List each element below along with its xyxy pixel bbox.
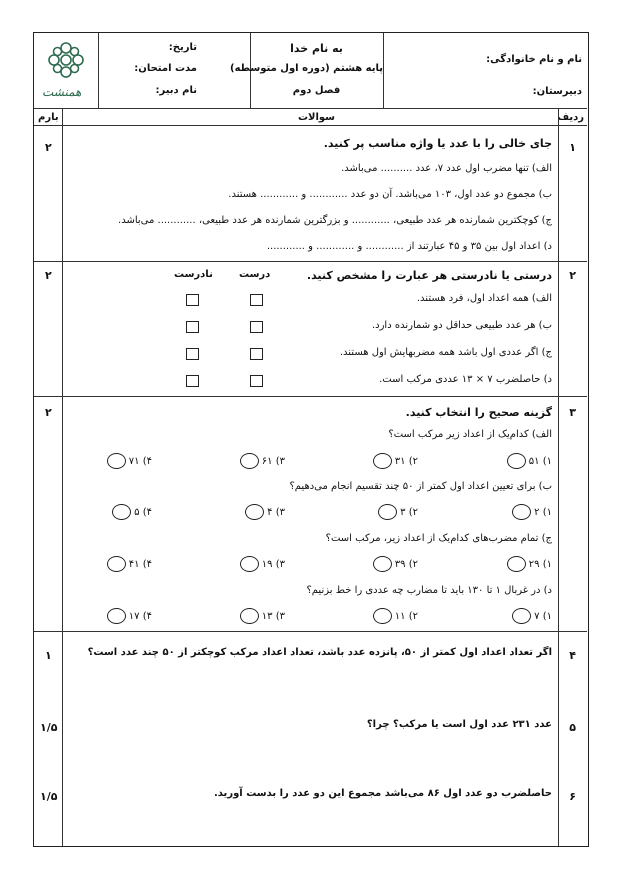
radio-circle[interactable] bbox=[378, 504, 397, 520]
q2-bottom-border bbox=[34, 396, 587, 397]
option-label: ۱) ۲۹ bbox=[528, 558, 552, 570]
q3-b-option-3[interactable] bbox=[245, 504, 285, 520]
radio-circle[interactable] bbox=[112, 504, 131, 520]
q3-c-option-1[interactable] bbox=[507, 556, 552, 572]
header-divider-logo bbox=[98, 33, 99, 108]
option-label: ۳) ۱۹ bbox=[261, 558, 285, 570]
q2-b-true-checkbox[interactable] bbox=[250, 321, 263, 333]
option-label: ۴) ۷۱ bbox=[128, 455, 152, 467]
q4-text: اگر تعداد اعداد اول کمتر از ۵۰، پانزده عدد باشد، تعداد اعداد مرکب کوچکتر از ۵۰ چند عدد است؟ bbox=[87, 647, 552, 658]
q3-a-option-2[interactable] bbox=[373, 453, 418, 469]
q3-part-c: ج) تمام مضرب‌های کدام‌یک از اعداد زیر، مرکب است؟ bbox=[325, 533, 552, 544]
q3-d-option-3[interactable] bbox=[240, 608, 285, 624]
date-label: تاریخ: bbox=[168, 42, 197, 53]
q2-item-b: ب) هر عدد طبیعی حداقل دو شمارنده دارد. bbox=[371, 320, 552, 331]
q2-false-label: نادرست bbox=[174, 269, 213, 280]
option-label: ۳) ۶۱ bbox=[261, 455, 285, 467]
q3-title: گزینه صحیح را انتخاب کنید. bbox=[405, 406, 552, 419]
q2-number: ۲ bbox=[569, 269, 576, 282]
q1-part-d: د) اعداد اول بین ۳۵ و ۴۵ عبارتند از ............ و ............ و ............ bbox=[266, 241, 552, 252]
score-column-divider bbox=[62, 108, 63, 846]
q6-number: ۶ bbox=[569, 790, 576, 803]
radio-circle[interactable] bbox=[107, 453, 126, 469]
q3-c-option-3[interactable] bbox=[240, 556, 285, 572]
exam-title: به نام خدا bbox=[290, 42, 343, 55]
option-label: ۴) ۴۱ bbox=[128, 558, 152, 570]
q2-b-false-checkbox[interactable] bbox=[186, 321, 199, 333]
q5-number: ۵ bbox=[569, 721, 576, 734]
q3-bottom-border bbox=[34, 631, 587, 632]
q2-title: درستی یا نادرستی هر عبارت را مشخص کنید. bbox=[306, 269, 552, 282]
q3-b-option-2[interactable] bbox=[378, 504, 418, 520]
option-label: ۱) ۵۱ bbox=[528, 455, 552, 467]
radio-circle[interactable] bbox=[240, 608, 259, 624]
q3-score: ۲ bbox=[45, 406, 52, 419]
option-label: ۱) ۲ bbox=[534, 506, 552, 518]
q1-score: ۲ bbox=[45, 141, 52, 154]
radio-circle[interactable] bbox=[373, 608, 392, 624]
q6-text: حاصلضرب دو عدد اول ۸۶ می‌باشد مجموع این دو عدد را بدست آورید. bbox=[213, 788, 552, 799]
q1-number: ۱ bbox=[569, 141, 576, 154]
option-label: ۳) ۱۳ bbox=[261, 610, 285, 622]
radio-circle[interactable] bbox=[373, 453, 392, 469]
q3-a-option-4[interactable] bbox=[107, 453, 152, 469]
radio-circle[interactable] bbox=[240, 556, 259, 572]
q2-item-c: ج) اگر عددی اول باشد همه مضربهایش اول هستند. bbox=[339, 347, 552, 358]
q3-d-option-1[interactable] bbox=[512, 608, 552, 624]
q3-d-option-2[interactable] bbox=[373, 608, 418, 624]
q3-c-option-4[interactable] bbox=[107, 556, 152, 572]
student-name-label: نام و نام خانوادگی: bbox=[486, 54, 582, 65]
logo-text: همنشت bbox=[42, 85, 82, 99]
q3-a-option-1[interactable] bbox=[507, 453, 552, 469]
radio-circle[interactable] bbox=[107, 608, 126, 624]
column-questions: سوالات bbox=[297, 112, 336, 123]
q2-c-false-checkbox[interactable] bbox=[186, 348, 199, 360]
q3-part-d: د) در غربال ۱ تا ۱۳۰ باید تا مضارب چه عددی را خط بزنیم؟ bbox=[306, 585, 552, 596]
radio-circle[interactable] bbox=[507, 453, 526, 469]
q4-number: ۴ bbox=[569, 649, 576, 662]
q2-a-false-checkbox[interactable] bbox=[186, 294, 199, 306]
exam-sheet bbox=[33, 32, 589, 847]
duration-label: مدت امتحان: bbox=[134, 63, 197, 74]
q5-text: عدد ۲۳۱ عدد اول است یا مرکب؟ چرا؟ bbox=[366, 719, 552, 730]
column-score: بارم bbox=[38, 112, 59, 123]
option-label: ۲) ۱۱ bbox=[394, 610, 418, 622]
header-divider-right bbox=[383, 33, 384, 108]
column-header-border bbox=[34, 125, 587, 126]
q3-part-a: الف) کدام‌یک از اعداد زیر مرکب است؟ bbox=[388, 429, 552, 440]
q1-part-a: الف) تنها مضرب اول عدد ۷، عدد .......... می‌باشد. bbox=[341, 163, 552, 174]
column-row: ردیف bbox=[557, 112, 584, 123]
radio-circle[interactable] bbox=[245, 504, 264, 520]
q3-d-option-4[interactable] bbox=[107, 608, 152, 624]
header-bottom-border bbox=[34, 108, 587, 109]
q1-part-b: ب) مجموع دو عدد اول، ۱۰۳ می‌باشد. آن دو عدد ............ و ............ هستند. bbox=[228, 189, 552, 200]
radio-circle[interactable] bbox=[512, 504, 531, 520]
option-label: ۳) ۴ bbox=[267, 506, 285, 518]
q1-title: جای خالی را با عدد یا واژه مناسب پر کنید. bbox=[323, 137, 552, 150]
q2-true-label: درست bbox=[239, 269, 271, 280]
q3-part-b: ب) برای تعیین اعداد اول کمتر از ۵۰ چند تقسیم انجام می‌دهیم؟ bbox=[289, 481, 552, 492]
q2-item-a: الف) همه اعداد اول، فرد هستند. bbox=[416, 293, 552, 304]
q3-number: ۳ bbox=[569, 406, 576, 419]
teacher-label: نام دبیر: bbox=[155, 85, 197, 96]
option-label: ۴) ۵ bbox=[134, 506, 152, 518]
option-label: ۱) ۷ bbox=[534, 610, 552, 622]
q1-bottom-border bbox=[34, 261, 587, 262]
q2-d-false-checkbox[interactable] bbox=[186, 375, 199, 387]
school-name-label: دبیرستان: bbox=[532, 86, 582, 97]
row-column-divider bbox=[558, 108, 559, 846]
q6-score: ۱/۵ bbox=[40, 790, 58, 803]
radio-circle[interactable] bbox=[507, 556, 526, 572]
radio-circle[interactable] bbox=[107, 556, 126, 572]
q3-b-option-1[interactable] bbox=[512, 504, 552, 520]
q3-b-option-4[interactable] bbox=[112, 504, 152, 520]
radio-circle[interactable] bbox=[373, 556, 392, 572]
option-label: ۲) ۳۱ bbox=[394, 455, 418, 467]
q5-score: ۱/۵ bbox=[40, 721, 58, 734]
option-label: ۲) ۳ bbox=[400, 506, 418, 518]
option-label: ۴) ۱۷ bbox=[128, 610, 152, 622]
q2-item-d: د) حاصلضرب ۷ × ۱۳ عددی مرکب است. bbox=[379, 374, 552, 385]
q1-part-c: ج) کوچکترین شمارنده هر عدد طبیعی، ............ و بزرگترین شمارنده هر عدد طبیعی، ............ می‌باشد. bbox=[118, 215, 552, 226]
q2-score: ۲ bbox=[45, 269, 52, 282]
q3-a-option-3[interactable] bbox=[240, 453, 285, 469]
q3-c-option-2[interactable] bbox=[373, 556, 418, 572]
chapter-label: فصل دوم bbox=[292, 85, 341, 96]
radio-circle[interactable] bbox=[240, 453, 259, 469]
q4-score: ۱ bbox=[45, 649, 52, 662]
option-label: ۲) ۳۹ bbox=[394, 558, 418, 570]
q2-d-true-checkbox[interactable] bbox=[250, 375, 263, 387]
grade-label: پایه هشتم (دوره اول متوسطه) bbox=[230, 63, 383, 74]
q2-a-true-checkbox[interactable] bbox=[250, 294, 263, 306]
q2-c-true-checkbox[interactable] bbox=[250, 348, 263, 360]
radio-circle[interactable] bbox=[512, 608, 531, 624]
